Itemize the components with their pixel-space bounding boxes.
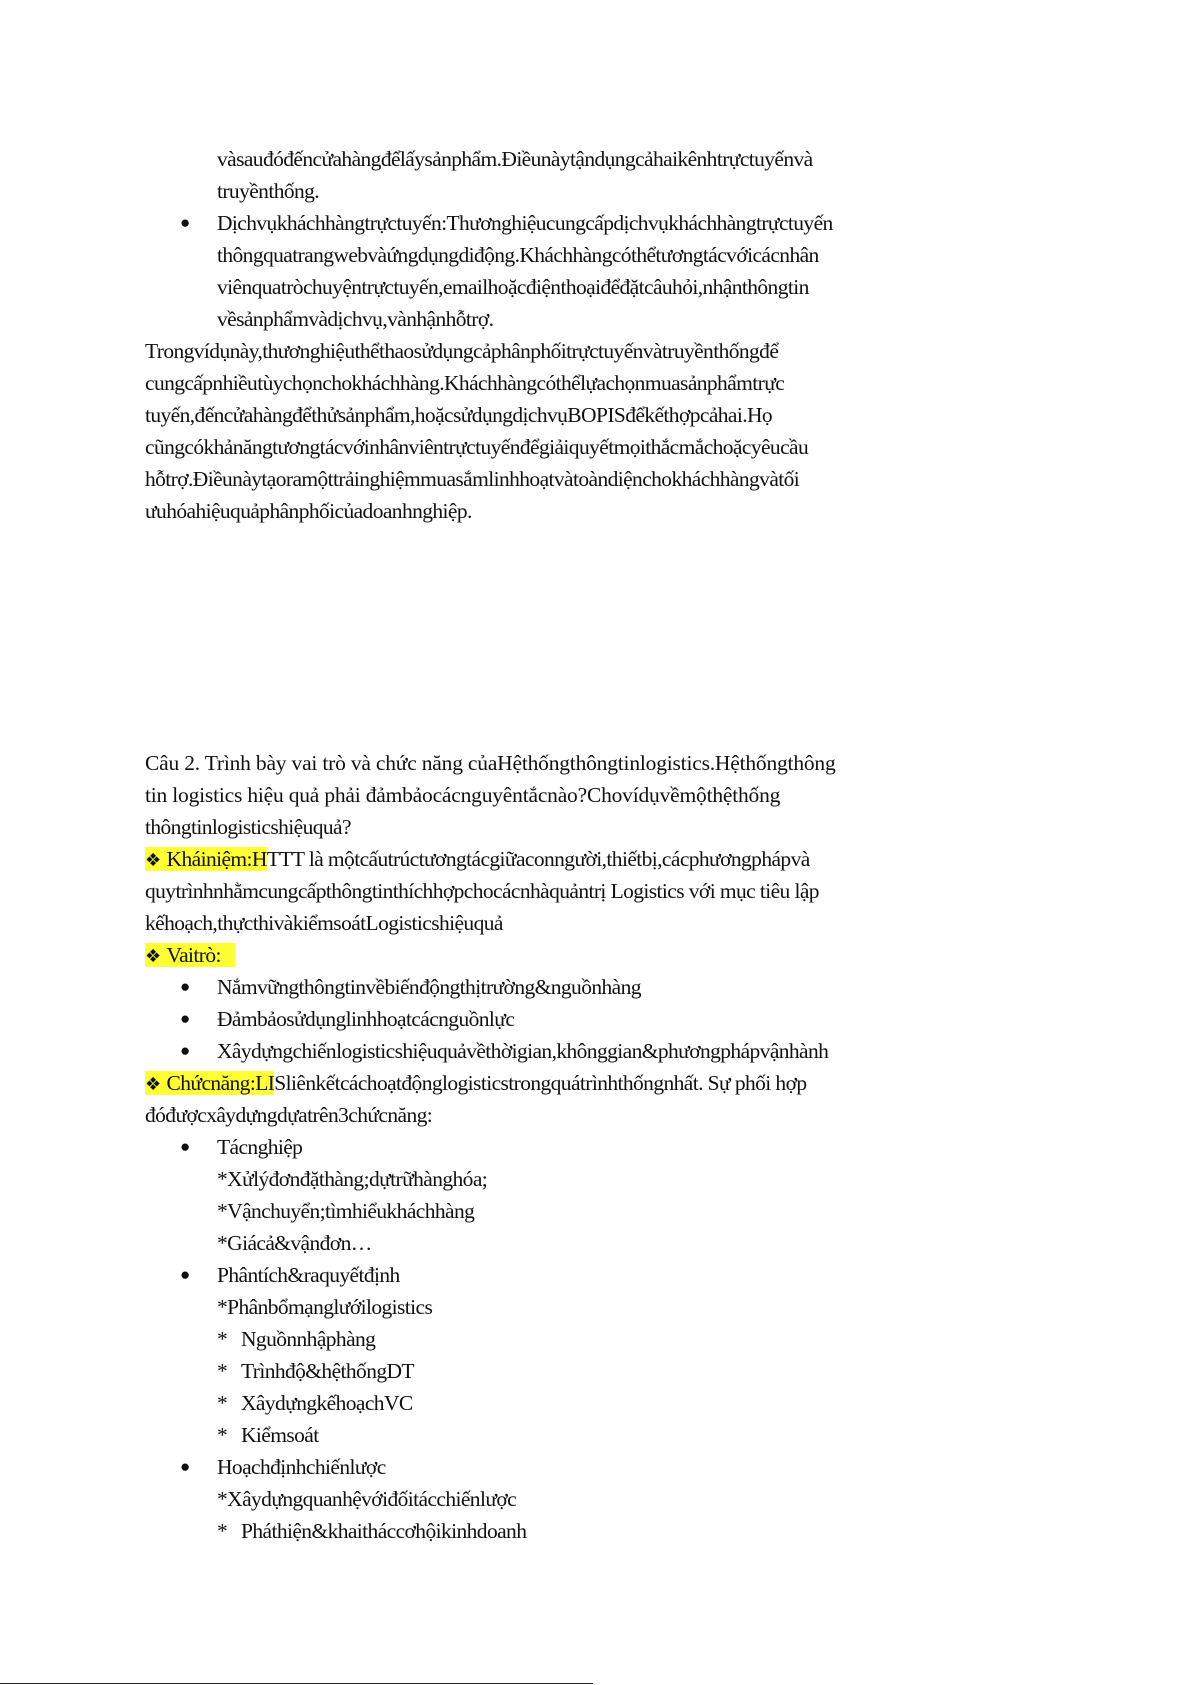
function-sub-item: *Vậnchuyển;tìmhiểukháchhàng [217,1199,475,1223]
star-bullet-icon: * [217,1327,228,1351]
paragraph-line: tuyến,đếncửahàngđểthửsảnphẩm,hoặcsửdụngdịchvụBOPISđểkếthợpcảhai.Họ [145,403,773,427]
function-sub-item: *Xửlýđơnđặthàng;dựtrữhànghóa; [217,1167,488,1191]
question-heading: thôngtinlogisticshiệuquả? [145,815,351,839]
function-group-title: Phântích&raquyếtđịnh [217,1263,400,1287]
function-sub-item: * Kiểmsoát [217,1419,319,1451]
paragraph-line: ưuhóahiệuquảphânphốicủadoanhnghiệp. [145,499,472,523]
bullet-icon: ● [180,1137,191,1156]
question-heading: Câu 2. Trình bày vai trò và chức năng củaHệthốngthôngtinlogistics.Hệthốngthông [145,751,836,775]
roles-label: Vaitrò: [166,943,221,967]
functions-line: đóđượcxâydựngdựatrên3chứcnăng: [145,1103,433,1127]
function-group-title: Hoạchđịnhchiếnlược [217,1455,386,1479]
question-heading: tin logistics hiệu quả phải đảmbảocácnguyêntắcnào?Chovídụvềmộthệthống [145,783,781,807]
star-bullet-icon: * [217,1359,228,1383]
functions-label: Chứcnăng:LI [166,1071,275,1095]
bullet-icon: ● [180,213,191,232]
text-line: Dịchvụkháchhàngtrựctuyến:Thươnghiệucungcấpdịchvụkháchhàngtrựctuyến [217,211,833,235]
star-bullet-icon: * [217,1519,228,1543]
diamond-bullet-icon: ❖ [145,850,161,871]
text-line: truyềnthống. [217,179,320,203]
paragraph-line: cũngcókhảnăngtươngtácvớinhânviêntrựctuyếnđểgiảiquyếtmọithắcmắchoặcyêucầu [145,435,809,459]
text-line: viênquatròchuyệntrựctuyến,emailhoặcđiệnthoạiđểđặtcâuhỏi,nhậnthôngtin [217,275,809,299]
function-sub-item: * Nguồnnhậphàng [217,1323,375,1355]
text-line: vàsauđóđếncửahàngđểlấysảnphẩm.Điềunàytậndụngcảhaikênhtrựctuyếnvà [217,147,813,171]
concept-line: kếhoạch,thựcthivàkiểmsoátLogisticshiệuquả [145,911,503,935]
functions-line: ❖ Chứcnăng:LISliênkếtcáchoạtđộnglogisticstrongquátrìnhthốngnhất. Sự phối hợp [145,1071,807,1095]
diamond-bullet-icon: ❖ [145,946,161,967]
list-item: Nắmvữngthôngtinvềbiếnđộngthịtrường&nguồnhàng [217,975,641,999]
footnote-separator [0,1683,593,1684]
text-line: vềsảnphẩmvàdịchvụ,vànhậnhỗtrợ. [217,307,494,331]
paragraph-line: cungcấpnhiềutùychọnchokháchhàng.Kháchhàngcóthểlựachọnmuasảnphẩmtrực [145,371,785,395]
paragraph-line: hỗtrợ.Điềunàytạoramộttrảinghiệmmuasắmlinhhoạtvàtoàndiệnchokháchhàngvàtối [145,467,800,491]
function-sub-item: * Trìnhđộ&hệthốngDT [217,1355,414,1387]
concept-line: quytrìnhnhằmcungcấpthôngtinthíchhợpchocácnhàquảntrị Logistics với mục tiêu lập [145,879,819,903]
list-item: Đảmbảosửdụnglinhhoạtcácnguồnlực [217,1007,515,1031]
concept-line: ❖ Kháiniệm:HTTT là mộtcấutrúctươngtácgiữaconngười,thiếtbị,cácphươngphápvà [145,847,810,871]
function-sub-item: *Xâydựngquanhệvớiđốitácchiếnlược [217,1487,517,1511]
star-bullet-icon: * [217,1423,228,1447]
roles-heading [145,939,235,973]
diamond-bullet-icon: ❖ [145,1074,161,1095]
function-sub-item: * Pháthiện&khaitháccơhộikinhdoanh [217,1515,526,1547]
bullet-icon: ● [180,1457,191,1476]
list-item: Xâydựngchiếnlogisticshiệuquảvềthờigian,khônggian&phươngphápvậnhành [217,1039,829,1063]
bullet-icon: ● [180,1009,191,1028]
paragraph-line: Trongvídụnày,thươnghiệuthểthaosửdụngcảphânphốitrựctuyếnvàtruyềnthốngđể [145,339,779,363]
function-sub-item: *Phânbổmạnglướilogistics [217,1295,433,1319]
function-sub-item: * XâydựngkếhoạchVC [217,1387,413,1419]
text-line: thôngquatrangwebvàứngdụngdiđộng.Kháchhàngcóthểtươngtácvớicácnhân [217,243,819,267]
bullet-icon: ● [180,1265,191,1284]
function-group-title: Tácnghiệp [217,1135,303,1159]
star-bullet-icon: * [217,1391,228,1415]
bullet-icon: ● [180,977,191,996]
bullet-icon: ● [180,1041,191,1060]
concept-label: Kháiniệm:H [166,847,267,871]
function-sub-item: *Giácả&vậnđơn… [217,1231,372,1255]
